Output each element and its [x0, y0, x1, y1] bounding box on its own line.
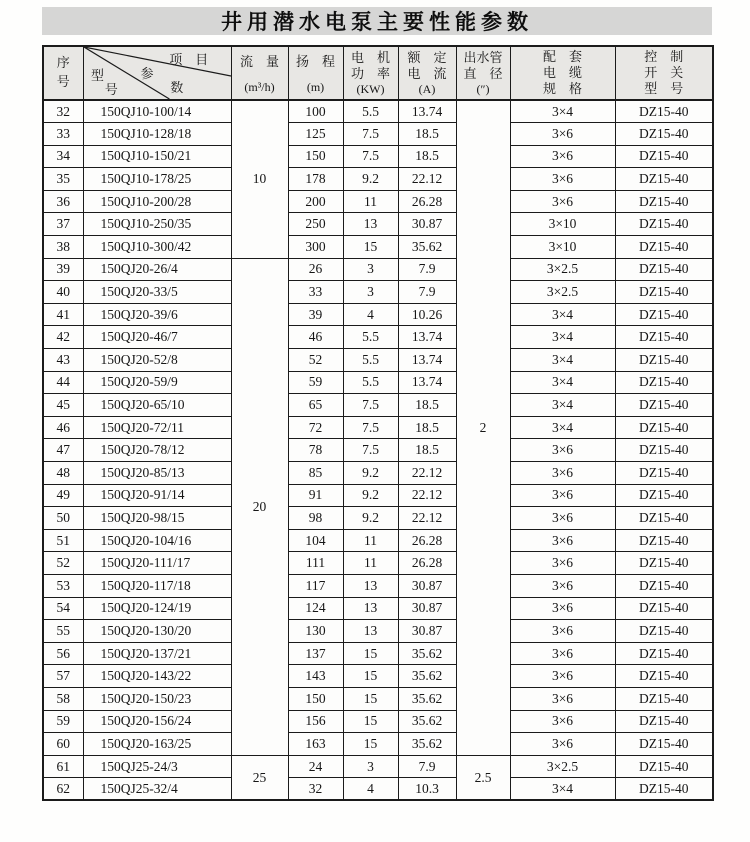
cell-switch: DZ15-40	[615, 710, 713, 733]
cell-switch: DZ15-40	[615, 213, 713, 236]
cell-cable: 3×6	[510, 620, 615, 643]
cell-cable: 3×10	[510, 236, 615, 259]
cell-model: 150QJ20-52/8	[83, 349, 231, 372]
header-power-label-1: 电 机	[350, 49, 390, 65]
cell-model: 150QJ20-46/7	[83, 326, 231, 349]
cell-serial: 46	[43, 416, 83, 439]
header-diagonal-model-1: 型	[90, 67, 104, 84]
cell-model: 150QJ20-137/21	[83, 642, 231, 665]
cell-current: 13.74	[398, 100, 456, 123]
diagonal-divider-lines	[84, 47, 231, 99]
cell-power: 4	[343, 778, 398, 801]
header-diagonal-param-1: 参	[140, 65, 154, 82]
cell-switch: DZ15-40	[615, 439, 713, 462]
table-row	[43, 620, 713, 643]
cell-power: 11	[343, 190, 398, 213]
cell-current: 13.74	[398, 326, 456, 349]
cell-switch: DZ15-40	[615, 326, 713, 349]
table-row	[43, 687, 713, 710]
header-head-unit: (m)	[306, 80, 325, 94]
cell-model: 150QJ10-100/14	[83, 100, 231, 123]
header-outlet-unit: (″)	[476, 81, 490, 96]
cell-switch: DZ15-40	[615, 665, 713, 688]
cell-cable: 3×2.5	[510, 281, 615, 304]
cell-model: 150QJ20-91/14	[83, 484, 231, 507]
table-row	[43, 349, 713, 372]
cell-model: 150QJ20-78/12	[83, 439, 231, 462]
cell-current: 7.9	[398, 755, 456, 778]
cell-model: 150QJ20-104/16	[83, 529, 231, 552]
cell-serial: 56	[43, 642, 83, 665]
cell-head: 250	[288, 213, 343, 236]
cell-cable: 3×2.5	[510, 258, 615, 281]
cell-power: 5.5	[343, 349, 398, 372]
header-flow-label: 流 量	[239, 54, 279, 69]
cell-head: 130	[288, 620, 343, 643]
header-model-diagonal	[83, 46, 231, 100]
table-row	[43, 190, 713, 213]
cell-power: 9.2	[343, 168, 398, 191]
table-row	[43, 326, 713, 349]
cell-power: 13	[343, 213, 398, 236]
cell-serial: 34	[43, 145, 83, 168]
cell-model: 150QJ20-111/17	[83, 552, 231, 575]
cell-model: 150QJ10-150/21	[83, 145, 231, 168]
cell-power: 7.5	[343, 439, 398, 462]
cell-power: 5.5	[343, 371, 398, 394]
cell-head: 33	[288, 281, 343, 304]
cell-cable: 3×6	[510, 642, 615, 665]
table-row	[43, 236, 713, 259]
cell-switch: DZ15-40	[615, 552, 713, 575]
cell-current: 35.62	[398, 642, 456, 665]
table-row	[43, 529, 713, 552]
cell-model: 150QJ20-143/22	[83, 665, 231, 688]
cell-current: 18.5	[398, 394, 456, 417]
cell-serial: 60	[43, 733, 83, 756]
cell-head: 98	[288, 507, 343, 530]
cell-power: 15	[343, 687, 398, 710]
pump-performance-table	[42, 45, 714, 801]
cell-power: 7.5	[343, 145, 398, 168]
header-row	[43, 46, 713, 100]
cell-switch: DZ15-40	[615, 123, 713, 146]
cell-power: 11	[343, 552, 398, 575]
cell-head: 117	[288, 574, 343, 597]
cell-switch: DZ15-40	[615, 462, 713, 485]
cell-current: 35.62	[398, 733, 456, 756]
cell-model: 150QJ20-85/13	[83, 462, 231, 485]
cell-cable: 3×6	[510, 574, 615, 597]
cell-current: 22.12	[398, 484, 456, 507]
cell-head: 163	[288, 733, 343, 756]
cell-current: 7.9	[398, 281, 456, 304]
cell-serial: 33	[43, 123, 83, 146]
cell-serial: 55	[43, 620, 83, 643]
cell-power: 15	[343, 236, 398, 259]
cell-serial: 62	[43, 778, 83, 801]
cell-switch: DZ15-40	[615, 190, 713, 213]
cell-current: 22.12	[398, 507, 456, 530]
cell-current: 18.5	[398, 439, 456, 462]
table-row	[43, 394, 713, 417]
table-row	[43, 303, 713, 326]
cell-switch: DZ15-40	[615, 620, 713, 643]
cell-current: 30.87	[398, 213, 456, 236]
table-row	[43, 123, 713, 146]
cell-switch: DZ15-40	[615, 168, 713, 191]
cell-serial: 40	[43, 281, 83, 304]
header-flow	[231, 46, 288, 100]
cell-cable: 3×4	[510, 326, 615, 349]
cell-cable: 3×4	[510, 371, 615, 394]
cell-serial: 38	[43, 236, 83, 259]
cell-switch: DZ15-40	[615, 145, 713, 168]
cell-model: 150QJ20-59/9	[83, 371, 231, 394]
cell-head: 178	[288, 168, 343, 191]
cell-cable: 3×6	[510, 190, 615, 213]
cell-model: 150QJ20-163/25	[83, 733, 231, 756]
cell-switch: DZ15-40	[615, 574, 713, 597]
cell-serial: 52	[43, 552, 83, 575]
header-power-unit: (KW)	[356, 81, 385, 96]
cell-current: 10.26	[398, 303, 456, 326]
header-serial-label: 序号	[56, 55, 70, 89]
cell-power: 15	[343, 642, 398, 665]
header-flow-unit: (m³/h)	[244, 80, 275, 94]
table-row	[43, 733, 713, 756]
cell-model: 150QJ10-128/18	[83, 123, 231, 146]
cell-cable: 3×6	[510, 484, 615, 507]
cell-model: 150QJ20-72/11	[83, 416, 231, 439]
cell-power: 5.5	[343, 326, 398, 349]
cell-current: 13.74	[398, 371, 456, 394]
cell-cable: 3×6	[510, 710, 615, 733]
cell-cable: 3×6	[510, 439, 615, 462]
header-current-label-2: 电 流	[407, 65, 447, 81]
cell-model: 150QJ20-33/5	[83, 281, 231, 304]
cell-model: 150QJ10-250/35	[83, 213, 231, 236]
cell-head: 39	[288, 303, 343, 326]
cell-cable: 3×4	[510, 394, 615, 417]
cell-power: 7.5	[343, 123, 398, 146]
cell-switch: DZ15-40	[615, 507, 713, 530]
cell-current: 35.62	[398, 710, 456, 733]
cell-power: 9.2	[343, 462, 398, 485]
header-serial	[43, 46, 83, 100]
cell-cable: 3×6	[510, 507, 615, 530]
cell-serial: 49	[43, 484, 83, 507]
cell-current: 7.9	[398, 258, 456, 281]
cell-outlet-merged: 2	[456, 100, 510, 755]
cell-current: 30.87	[398, 574, 456, 597]
cell-head: 111	[288, 552, 343, 575]
header-head-label: 扬 程	[295, 54, 335, 69]
cell-serial: 58	[43, 687, 83, 710]
cell-power: 7.5	[343, 416, 398, 439]
table-row	[43, 574, 713, 597]
cell-head: 52	[288, 349, 343, 372]
cell-head: 200	[288, 190, 343, 213]
header-power-label-2: 功 率	[350, 65, 390, 81]
cell-current: 26.28	[398, 190, 456, 213]
cell-current: 35.62	[398, 687, 456, 710]
cell-head: 143	[288, 665, 343, 688]
cell-switch: DZ15-40	[615, 303, 713, 326]
cell-head: 104	[288, 529, 343, 552]
header-diagonal-model-2: 号	[104, 81, 118, 98]
cell-current: 18.5	[398, 145, 456, 168]
cell-power: 11	[343, 529, 398, 552]
cell-current: 22.12	[398, 168, 456, 191]
cell-switch: DZ15-40	[615, 733, 713, 756]
cell-switch: DZ15-40	[615, 642, 713, 665]
cell-power: 9.2	[343, 484, 398, 507]
cell-flow-merged: 25	[231, 755, 288, 800]
cell-head: 65	[288, 394, 343, 417]
cell-model: 150QJ20-98/15	[83, 507, 231, 530]
cell-serial: 44	[43, 371, 83, 394]
cell-current: 18.5	[398, 416, 456, 439]
cell-cable: 3×6	[510, 123, 615, 146]
cell-current: 22.12	[398, 462, 456, 485]
cell-serial: 51	[43, 529, 83, 552]
cell-serial: 53	[43, 574, 83, 597]
cell-head: 85	[288, 462, 343, 485]
cell-power: 15	[343, 665, 398, 688]
table-row	[43, 755, 713, 778]
cell-switch: DZ15-40	[615, 529, 713, 552]
cell-head: 137	[288, 642, 343, 665]
cell-current: 30.87	[398, 620, 456, 643]
cell-head: 91	[288, 484, 343, 507]
cell-cable: 3×6	[510, 552, 615, 575]
table-row	[43, 778, 713, 801]
header-power	[343, 46, 398, 100]
cell-switch: DZ15-40	[615, 371, 713, 394]
cell-head: 150	[288, 145, 343, 168]
header-switch-label-2: 开 关	[644, 65, 684, 81]
cell-current: 26.28	[398, 552, 456, 575]
cell-cable: 3×6	[510, 597, 615, 620]
cell-switch: DZ15-40	[615, 755, 713, 778]
cell-power: 5.5	[343, 100, 398, 123]
header-outlet-label-1: 出水管	[463, 49, 503, 65]
cell-serial: 35	[43, 168, 83, 191]
table-row	[43, 642, 713, 665]
cell-cable: 3×4	[510, 416, 615, 439]
cell-cable: 3×6	[510, 665, 615, 688]
header-diagonal-param-2: 数	[169, 79, 183, 96]
cell-head: 32	[288, 778, 343, 801]
cell-model: 150QJ20-65/10	[83, 394, 231, 417]
cell-switch: DZ15-40	[615, 281, 713, 304]
cell-serial: 32	[43, 100, 83, 123]
cell-switch: DZ15-40	[615, 484, 713, 507]
cell-serial: 43	[43, 349, 83, 372]
table-row	[43, 281, 713, 304]
cell-serial: 36	[43, 190, 83, 213]
cell-cable: 3×6	[510, 145, 615, 168]
cell-switch: DZ15-40	[615, 778, 713, 801]
cell-cable: 3×6	[510, 168, 615, 191]
cell-switch: DZ15-40	[615, 100, 713, 123]
cell-serial: 37	[43, 213, 83, 236]
cell-current: 26.28	[398, 529, 456, 552]
cell-power: 15	[343, 733, 398, 756]
cell-serial: 45	[43, 394, 83, 417]
table-row	[43, 552, 713, 575]
cell-head: 150	[288, 687, 343, 710]
cell-switch: DZ15-40	[615, 258, 713, 281]
table-row	[43, 100, 713, 123]
header-head	[288, 46, 343, 100]
cell-power: 3	[343, 281, 398, 304]
cell-power: 13	[343, 597, 398, 620]
table-row	[43, 371, 713, 394]
cell-model: 150QJ10-178/25	[83, 168, 231, 191]
cell-model: 150QJ20-156/24	[83, 710, 231, 733]
cell-switch: DZ15-40	[615, 394, 713, 417]
header-cable	[510, 46, 615, 100]
header-diagonal-project: 项 目	[168, 51, 208, 68]
cell-power: 4	[343, 303, 398, 326]
table-row	[43, 462, 713, 485]
cell-head: 24	[288, 755, 343, 778]
cell-serial: 50	[43, 507, 83, 530]
header-outlet	[456, 46, 510, 100]
cell-switch: DZ15-40	[615, 349, 713, 372]
cell-model: 150QJ10-300/42	[83, 236, 231, 259]
cell-model: 150QJ10-200/28	[83, 190, 231, 213]
cell-power: 3	[343, 755, 398, 778]
cell-power: 9.2	[343, 507, 398, 530]
table-row	[43, 507, 713, 530]
cell-head: 46	[288, 326, 343, 349]
header-current-unit: (A)	[418, 81, 436, 96]
cell-switch: DZ15-40	[615, 236, 713, 259]
table-row	[43, 213, 713, 236]
cell-cable: 3×4	[510, 349, 615, 372]
cell-serial: 47	[43, 439, 83, 462]
cell-model: 150QJ20-130/20	[83, 620, 231, 643]
cell-current: 18.5	[398, 123, 456, 146]
cell-current: 13.74	[398, 349, 456, 372]
cell-switch: DZ15-40	[615, 687, 713, 710]
header-cable-label-3: 规 格	[542, 80, 582, 96]
table-row	[43, 484, 713, 507]
cell-head: 300	[288, 236, 343, 259]
cell-model: 150QJ20-39/6	[83, 303, 231, 326]
table-row	[43, 145, 713, 168]
cell-current: 35.62	[398, 236, 456, 259]
cell-power: 15	[343, 710, 398, 733]
cell-cable: 3×10	[510, 213, 615, 236]
cell-head: 125	[288, 123, 343, 146]
cell-head: 78	[288, 439, 343, 462]
cell-cable: 3×2.5	[510, 755, 615, 778]
cell-model: 150QJ20-117/18	[83, 574, 231, 597]
cell-cable: 3×4	[510, 303, 615, 326]
header-current	[398, 46, 456, 100]
cell-serial: 42	[43, 326, 83, 349]
table-row	[43, 416, 713, 439]
cell-current: 35.62	[398, 665, 456, 688]
table-row	[43, 168, 713, 191]
cell-model: 150QJ20-124/19	[83, 597, 231, 620]
cell-cable: 3×6	[510, 687, 615, 710]
cell-head: 72	[288, 416, 343, 439]
cell-power: 13	[343, 620, 398, 643]
cell-serial: 48	[43, 462, 83, 485]
header-switch-label-1: 控 制	[644, 49, 684, 65]
header-current-label-1: 额 定	[407, 49, 447, 65]
header-switch	[615, 46, 713, 100]
cell-switch: DZ15-40	[615, 597, 713, 620]
cell-power: 3	[343, 258, 398, 281]
cell-cable: 3×6	[510, 529, 615, 552]
cell-serial: 61	[43, 755, 83, 778]
cell-current: 10.3	[398, 778, 456, 801]
cell-serial: 39	[43, 258, 83, 281]
table-body	[43, 100, 713, 800]
cell-cable: 3×6	[510, 462, 615, 485]
cell-head: 26	[288, 258, 343, 281]
cell-serial: 57	[43, 665, 83, 688]
cell-switch: DZ15-40	[615, 416, 713, 439]
cell-cable: 3×4	[510, 778, 615, 801]
cell-power: 7.5	[343, 394, 398, 417]
cell-model: 150QJ25-32/4	[83, 778, 231, 801]
header-outlet-label-2: 直 径	[463, 65, 503, 81]
cell-head: 100	[288, 100, 343, 123]
header-switch-label-3: 型 号	[644, 80, 684, 96]
cell-serial: 59	[43, 710, 83, 733]
cell-cable: 3×4	[510, 100, 615, 123]
cell-cable: 3×6	[510, 733, 615, 756]
page-title: 井用潜水电泵主要性能参数	[42, 7, 712, 35]
cell-serial: 54	[43, 597, 83, 620]
cell-serial: 41	[43, 303, 83, 326]
cell-power: 13	[343, 574, 398, 597]
cell-model: 150QJ20-26/4	[83, 258, 231, 281]
header-cable-label-2: 电 缆	[542, 65, 582, 81]
cell-head: 124	[288, 597, 343, 620]
cell-current: 30.87	[398, 597, 456, 620]
header-cable-label-1: 配 套	[542, 49, 582, 65]
cell-flow-merged: 20	[231, 258, 288, 755]
table-row	[43, 665, 713, 688]
cell-outlet-merged: 2.5	[456, 755, 510, 800]
table-row	[43, 710, 713, 733]
cell-model: 150QJ20-150/23	[83, 687, 231, 710]
cell-flow-merged: 10	[231, 100, 288, 258]
cell-head: 156	[288, 710, 343, 733]
table-row	[43, 439, 713, 462]
cell-head: 59	[288, 371, 343, 394]
table-row	[43, 258, 713, 281]
cell-model: 150QJ25-24/3	[83, 755, 231, 778]
table-row	[43, 597, 713, 620]
